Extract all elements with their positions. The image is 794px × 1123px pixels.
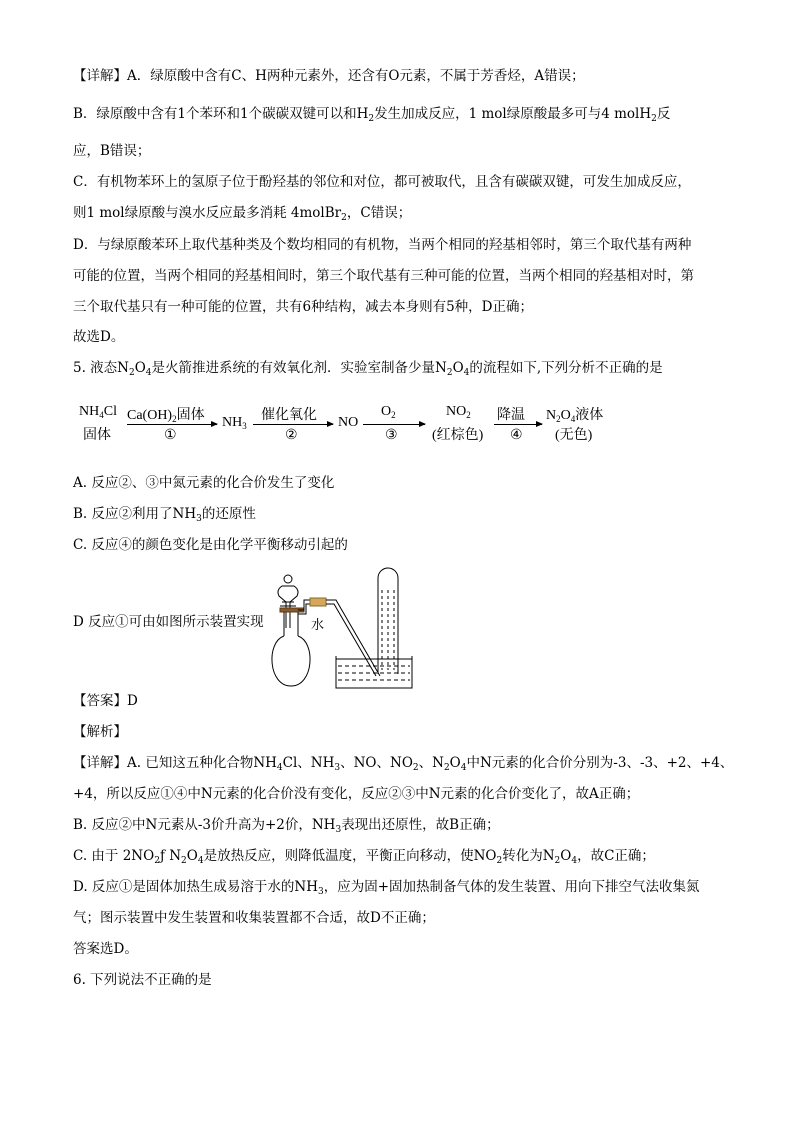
rubber-connector	[310, 598, 326, 606]
flow-step-4: ④	[510, 428, 523, 443]
detail-line-d-cont1: 可能的位置，当两个相同的羟基相间时，第三个取代基有三种可能的位置，当两个相同的羟基相对时，第	[73, 268, 694, 284]
detail-line-b: B．绿原酸中含有1个苯环和1个碳碳双键可以和$H_2$发生加成反应，1 mol绿原酸最多可与4 molH$_2$反	[73, 106, 671, 124]
explain-line-b: B. 反应②中N元素从-3价升高为+2价，$NH_3$表现出还原性，故B正确；	[73, 817, 500, 835]
flow-arrow3-reagent: $O_2$	[381, 404, 396, 420]
flow-arrow-4	[494, 424, 542, 425]
option-c: C. 反应④的颜色变化是由化学平衡移动引起的	[73, 537, 348, 553]
detail-line-d: D．与绿原酸苯环上取代基种类及个数均相同的有机物，当两个相同的羟基相邻时，第三个取代基有两种	[73, 237, 692, 253]
flow-nh4cl-state: 固体	[83, 428, 111, 443]
detail-line-c: C．有机物苯环上的氢原子位于酚羟基的邻位和对位，都可被取代，且含有碳碳双键，可发生加成反应，	[73, 174, 691, 190]
conclusion-line: 故选D。	[73, 329, 125, 345]
flow-nh3: $NH_3$	[222, 415, 247, 431]
explain-line-a: 【详解】A. 已知这五种化合物$NH_4Cl$、$NH_3$、NO、$NO_2$、$N_2O_4$中N元素的化合价分别为-3、-3、+2、+4、	[73, 755, 734, 773]
flow-nh4cl: $NH_4Cl$	[79, 404, 117, 420]
flow-arrow-1	[127, 424, 217, 425]
flow-arrow4-condition: 降温	[497, 408, 525, 423]
explain-line-a-cont: +4，所以反应①④中N元素的化合价没有变化，反应②③中N元素的化合价变化了，故A正确；	[73, 786, 640, 802]
explain-line-d-cont: 气；图示装置中发生装置和收集装置都不合适，故D不正确；	[73, 910, 435, 926]
option-a: A. 反应②、③中氮元素的化合价发生了变化	[73, 475, 335, 491]
option-b: B. 反应②利用了$NH_3$的还原性	[73, 506, 256, 524]
separatory-funnel-icon	[278, 586, 298, 602]
question-6-stem: 6. 下列说法不正确的是	[73, 972, 212, 988]
flow-arrow-3	[363, 424, 425, 425]
water-label: 水	[311, 618, 325, 633]
detail-line-a: 【详解】A．绿原酸中含有C、H两种元素外，还含有O元素，不属于芳香烃，A错误；	[73, 68, 585, 84]
explain-line-d: D. 反应①是固体加热生成易溶于水的$NH_3$，应为固+固加热制备气体的发生装置、用向下排空气法收集氮	[73, 879, 700, 897]
flow-arrow2-condition: 催化氧化	[261, 408, 317, 423]
analysis-header: 【解析】	[73, 724, 127, 740]
flow-no: NO	[338, 415, 359, 430]
explain-line-c: C. 由于 $2NO_2ƒ$ $N_2O_4$是放热反应，则降低温度，平衡正向移动，使$NO_2$转化为$N_2O_4$，故C正确；	[73, 848, 655, 866]
flow-no2-color: (红棕色)	[432, 428, 484, 443]
flow-no2: $NO_2$	[446, 404, 471, 420]
detail-line-c-cont: 则1 mol绿原酸与溴水反应最多消耗 4molBr$_2$，C错误；	[73, 205, 412, 223]
answer-line: 【答案】D	[73, 693, 138, 709]
flow-n2o4-color: (无色)	[555, 428, 593, 443]
flow-n2o4: $N_2O_4$液体	[546, 408, 604, 424]
detail-line-b-cont: 应，B错误；	[73, 143, 151, 159]
detail-line-d-cont2: 三个取代基只有一种可能的位置，共有6种结构，减去本身则有5种，D正确；	[73, 299, 534, 315]
reaction-flow-diagram	[73, 402, 633, 452]
flow-step-3: ③	[385, 428, 398, 443]
flow-arrow-2	[253, 424, 333, 425]
flow-step-2: ②	[285, 428, 298, 443]
funnel-stopper	[284, 575, 292, 583]
flow-step-1: ①	[164, 428, 177, 443]
apparatus-diagram	[266, 566, 416, 692]
option-d: D 反应①可由如图所示装置实现	[73, 614, 264, 630]
final-answer-line: 答案选D。	[73, 941, 138, 957]
delivery-tube	[326, 600, 380, 676]
question-5-stem: 5. 液态$N_2O_4$是火箭推进系统的有效氧化剂．实验室制备少量$N_2O_4$的流程如下,下列分析不正确的是	[73, 360, 663, 378]
round-bottom-flask-icon	[272, 636, 310, 686]
flow-arrow1-reagent: $Ca(OH)_2$固体	[127, 408, 205, 424]
